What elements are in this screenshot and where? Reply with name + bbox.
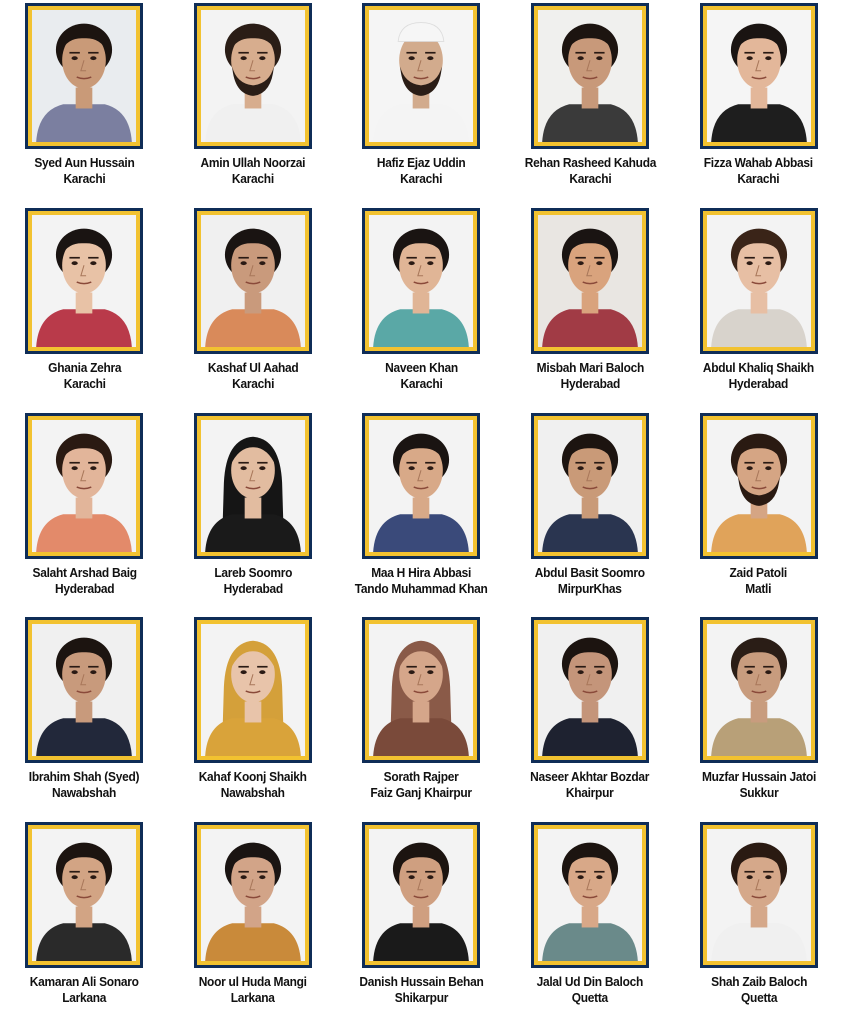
photo-frame-border [534, 416, 646, 556]
portrait-photo [369, 829, 473, 961]
portrait-photo [707, 829, 811, 961]
candidate-card [169, 819, 338, 1024]
photo-frame-border [703, 416, 815, 556]
portrait-photo [201, 420, 305, 552]
candidate-name: Syed Aun Hussain [34, 155, 135, 170]
candidate-caption [535, 565, 645, 597]
portrait-photo [538, 420, 642, 552]
portrait-illustration [707, 215, 811, 347]
photo-frame-border [28, 825, 140, 965]
candidate-name: Hafiz Ejaz Uddin [377, 155, 466, 170]
photo-frame-border [703, 620, 815, 760]
candidate-caption [536, 360, 643, 392]
candidate-card [674, 410, 843, 615]
portrait-photo [32, 215, 136, 347]
portrait-photo [32, 10, 136, 142]
candidate-caption [355, 565, 488, 597]
portrait-photo [201, 624, 305, 756]
candidate-name: Ibrahim Shah (Syed) [29, 769, 140, 785]
photo-frame [25, 822, 143, 968]
candidate-card [674, 614, 843, 819]
photo-frame [700, 3, 818, 149]
portrait-illustration [538, 624, 642, 756]
photo-frame [194, 413, 312, 559]
candidate-city: Karachi [63, 171, 106, 186]
photo-frame [25, 3, 143, 149]
portrait-illustration [32, 215, 136, 347]
candidate-caption [30, 974, 139, 1006]
portrait-illustration [32, 624, 136, 756]
photo-frame [531, 208, 649, 354]
candidate-card [674, 0, 843, 205]
candidate-name: Shah Zaib Baloch [710, 974, 807, 990]
photo-frame-border [28, 620, 140, 760]
candidate-card [337, 410, 506, 615]
candidate-city: Karachi [400, 171, 443, 186]
candidate-caption [704, 155, 813, 187]
candidate-name: Amin Ullah Noorzai [200, 155, 306, 170]
portrait-illustration [201, 420, 305, 552]
candidate-caption [703, 360, 814, 392]
candidate-city: Nawabshah [52, 785, 117, 801]
candidate-card [0, 410, 169, 615]
photo-frame [194, 3, 312, 149]
candidate-card [337, 819, 506, 1024]
candidate-caption [29, 769, 139, 801]
photo-frame [362, 208, 480, 354]
portrait-photo [707, 420, 811, 552]
photo-frame [700, 208, 818, 354]
candidate-caption [208, 360, 298, 392]
candidate-city: Larkana [62, 990, 107, 1006]
candidate-name: Sorath Rajper [384, 769, 459, 785]
candidate-caption [385, 360, 458, 392]
portrait-illustration [369, 829, 473, 961]
candidate-caption [371, 769, 472, 801]
portrait-illustration [707, 829, 811, 961]
photo-frame-border [365, 825, 477, 965]
candidate-caption [377, 155, 466, 187]
photo-frame-border [197, 6, 309, 146]
photo-frame [531, 413, 649, 559]
photo-frame-border [197, 825, 309, 965]
portrait-illustration [201, 624, 305, 756]
candidate-caption [537, 974, 643, 1006]
photo-frame [700, 413, 818, 559]
photo-frame-border [365, 6, 477, 146]
candidate-name: Fizza Wahab Abbasi [704, 155, 814, 170]
candidate-name: Misbah Mari Baloch [536, 359, 644, 375]
candidate-city: Quetta [740, 990, 777, 1006]
candidate-name: Naveen Khan [385, 359, 458, 375]
candidate-city: Hyderabad [728, 375, 789, 391]
candidate-name: Danish Hussain Behan [359, 974, 484, 990]
candidate-name: Noor ul Huda Mangi [198, 974, 307, 990]
photo-frame [194, 822, 312, 968]
candidate-caption [524, 155, 655, 187]
candidate-caption [359, 974, 483, 1006]
portrait-illustration [369, 624, 473, 756]
candidate-name: Muzfar Hussain Jatoi [701, 769, 816, 785]
candidate-caption [199, 769, 307, 801]
portrait-illustration [707, 624, 811, 756]
candidate-city: Hyderabad [223, 580, 283, 596]
portrait-photo [538, 829, 642, 961]
portrait-photo [201, 10, 305, 142]
candidate-city: Karachi [569, 171, 612, 186]
candidate-city: Karachi [400, 375, 443, 391]
portrait-illustration [538, 829, 642, 961]
photo-frame-border [703, 211, 815, 351]
candidate-caption [32, 565, 136, 597]
portrait-photo [32, 624, 136, 756]
candidate-name: Ghania Zehra [47, 359, 121, 375]
photo-frame [25, 617, 143, 763]
candidate-city: Karachi [63, 375, 106, 391]
photo-frame-border [28, 211, 140, 351]
candidate-card [0, 819, 169, 1024]
candidate-city: Hyderabad [54, 580, 114, 596]
candidate-caption [531, 769, 650, 801]
portrait-illustration [32, 829, 136, 961]
photo-frame-border [703, 825, 815, 965]
candidate-card [506, 819, 675, 1024]
photo-frame-border [197, 211, 309, 351]
portrait-photo [32, 829, 136, 961]
portrait-illustration [369, 215, 473, 347]
portrait-photo [707, 624, 811, 756]
photo-frame-border [365, 416, 477, 556]
portrait-photo [538, 10, 642, 142]
candidate-city: Karachi [737, 171, 780, 186]
portrait-photo [538, 215, 642, 347]
photo-frame [531, 822, 649, 968]
portrait-photo [369, 624, 473, 756]
candidate-caption [214, 565, 292, 597]
photo-frame [531, 617, 649, 763]
photo-frame-border [534, 211, 646, 351]
candidate-name: Kashaf Ul Aahad [207, 359, 299, 375]
portrait-illustration [707, 10, 811, 142]
candidate-city: MirpurKhas [558, 580, 622, 596]
candidate-name: Kamaran Ali Sonaro [29, 974, 139, 990]
photo-frame-border [703, 6, 815, 146]
photo-frame-border [534, 620, 646, 760]
candidate-card [674, 205, 843, 410]
photo-frame-border [28, 416, 140, 556]
photo-frame-border [534, 825, 646, 965]
photo-frame [25, 208, 143, 354]
candidate-name: Zaid Patoli [729, 564, 788, 580]
portrait-illustration [369, 420, 473, 552]
candidate-card [169, 614, 338, 819]
candidate-caption [34, 155, 134, 187]
portrait-illustration [32, 420, 136, 552]
candidate-city: Matli [745, 580, 772, 596]
candidate-caption [199, 974, 307, 1006]
portrait-illustration [369, 10, 473, 142]
candidate-card [169, 410, 338, 615]
candidate-name: Abdul Basit Soomro [535, 564, 646, 580]
portrait-illustration [201, 829, 305, 961]
candidate-caption [48, 360, 121, 392]
photo-frame-border [365, 211, 477, 351]
portrait-illustration [538, 215, 642, 347]
candidate-card [0, 205, 169, 410]
portrait-illustration [707, 420, 811, 552]
photo-frame-border [365, 620, 477, 760]
portrait-illustration [32, 10, 136, 142]
photo-frame [700, 617, 818, 763]
candidate-name: Jalal Ud Din Baloch [536, 974, 644, 990]
portrait-photo [538, 624, 642, 756]
candidate-city: Khairpur [566, 785, 614, 801]
candidate-card [169, 0, 338, 205]
candidate-card [506, 614, 675, 819]
photo-frame [25, 413, 143, 559]
photo-frame-border [197, 416, 309, 556]
photo-frame [194, 208, 312, 354]
candidate-card [169, 205, 338, 410]
candidate-name: Maa H Hira Abbasi [371, 564, 472, 580]
candidate-city: Shikarpur [394, 990, 449, 1006]
candidate-name: Lareb Soomro [214, 564, 292, 580]
photo-frame [362, 413, 480, 559]
portrait-illustration [538, 420, 642, 552]
photo-frame [194, 617, 312, 763]
portrait-photo [369, 10, 473, 142]
photo-frame [362, 3, 480, 149]
candidate-card [337, 0, 506, 205]
candidate-city: Karachi [231, 171, 274, 186]
portrait-photo [201, 215, 305, 347]
candidate-card [506, 410, 675, 615]
portrait-photo [707, 215, 811, 347]
candidate-city: Tando Muhammad Khan [355, 580, 488, 596]
portrait-illustration [201, 10, 305, 142]
photo-frame-border [197, 620, 309, 760]
candidate-city: Karachi [231, 375, 274, 391]
portrait-photo [201, 829, 305, 961]
candidate-name: Salaht Arshad Baig [32, 564, 137, 580]
portrait-illustration [538, 10, 642, 142]
candidate-city: Hyderabad [560, 375, 620, 391]
candidate-card [674, 819, 843, 1024]
photo-frame [700, 822, 818, 968]
candidate-caption [711, 974, 807, 1006]
photo-frame [362, 617, 480, 763]
candidate-city: Larkana [230, 990, 275, 1006]
candidate-name: Rehan Rasheed Kahuda [524, 155, 656, 170]
portrait-photo [369, 215, 473, 347]
candidate-card [0, 614, 169, 819]
photo-frame [362, 822, 480, 968]
candidate-caption [730, 565, 787, 597]
candidate-card [506, 0, 675, 205]
portrait-photo [707, 10, 811, 142]
photo-frame [531, 3, 649, 149]
photo-frame-border [28, 6, 140, 146]
photo-frame-border [534, 6, 646, 146]
portrait-photo [369, 420, 473, 552]
candidate-card [337, 614, 506, 819]
candidate-card [337, 205, 506, 410]
candidate-name: Kahaf Koonj Shaikh [198, 769, 307, 785]
candidate-caption [201, 155, 306, 187]
candidate-name: Abdul Khaliq Shaikh [703, 359, 815, 375]
portrait-illustration [201, 215, 305, 347]
candidate-card [0, 0, 169, 205]
candidate-city: Faiz Ganj Khairpur [370, 785, 473, 801]
candidate-name: Naseer Akhtar Bozdar [530, 769, 650, 785]
candidate-city: Quetta [571, 990, 609, 1006]
candidate-caption [702, 769, 816, 801]
candidate-city: Nawabshah [220, 785, 285, 801]
portrait-photo [32, 420, 136, 552]
candidate-city: Sukkur [739, 785, 779, 801]
candidate-card [506, 205, 675, 410]
